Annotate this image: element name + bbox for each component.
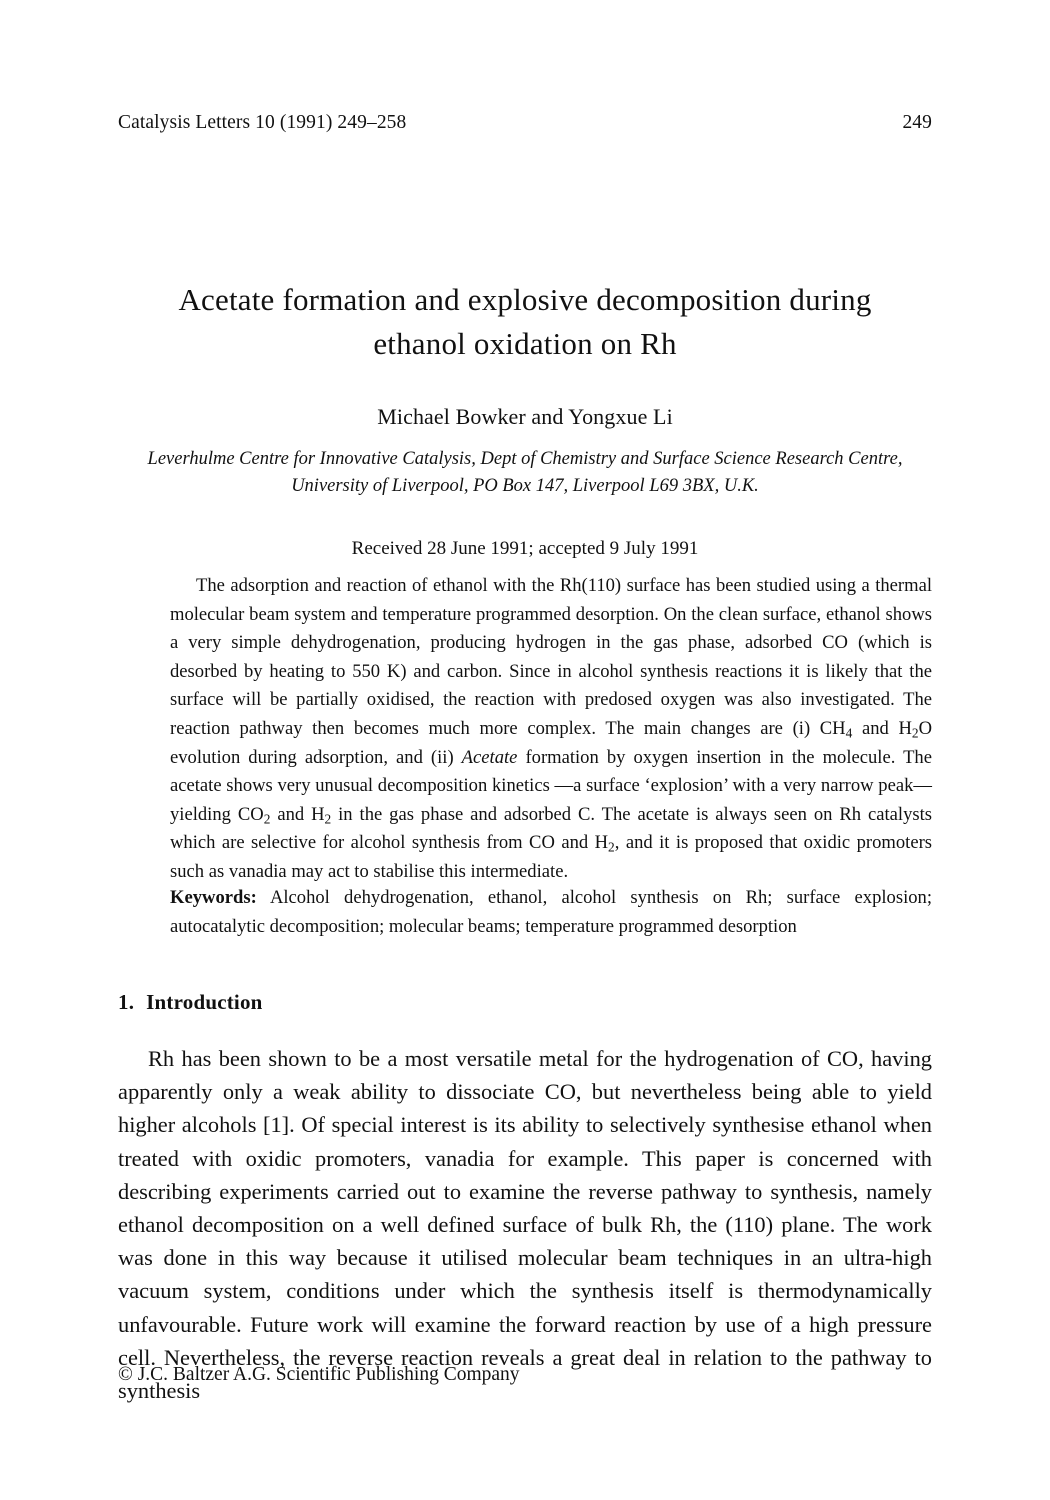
abstract-italic-acetate: Acetate bbox=[461, 746, 518, 768]
abstract-part-1: The adsorption and reaction of ethanol with the Rh(110) surface has been studied using a thermal molecular beam system and temperature programmed desorption. On the clean surface, ethanol shows a very simple dehydrogenation, producing hydrogen in the gas phase, adsorbed CO (which is desorbed by heating to 550 K) and carbon. Since in alcohol synthesis reactions it is likely that the surface will be partially oxidised, the reaction with predosed oxygen was also investigated. The reaction pathway then becomes much more complex. The main changes are (i) CH bbox=[170, 575, 932, 739]
abstract-part-5: and H bbox=[270, 803, 325, 825]
copyright-footer: © J.C. Baltzer A.G. Scientific Publishing Company bbox=[118, 1364, 520, 1385]
abstract-paragraph bbox=[170, 572, 932, 887]
keywords-label: Keywords: bbox=[170, 887, 257, 908]
abstract-sub-1: 4 bbox=[845, 725, 853, 741]
title-line-1: Acetate formation and explosive decomposition during bbox=[178, 282, 872, 317]
affiliation-line-1: Leverhulme Centre for Innovative Catalysis, Dept of Chemistry and Surface Science Research Centre, bbox=[147, 449, 903, 469]
abstract-sub-3: 2 bbox=[263, 811, 271, 827]
section-heading-introduction bbox=[118, 990, 263, 1015]
keywords-text: Alcohol dehydrogenation, ethanol, alcohol synthesis on Rh; surface explosion; autocatalytic decomposition; molecular beams; temperature programmed desorption bbox=[170, 887, 932, 937]
journal-citation-line: Catalysis Letters 10 (1991) 249–258 bbox=[118, 112, 407, 133]
keywords-paragraph bbox=[170, 884, 932, 941]
abstract-sub-5: 2 bbox=[608, 839, 615, 855]
introduction-paragraph: Rh has been shown to be a most versatile metal for the hydrogenation of CO, having apparently only a weak ability to dissociate CO, but nevertheless being able to yield higher alcohols [1]. Of special interest is its ability to selectively synthesise ethanol when treated with oxidic promoters, vanadia for example. This paper is concerned with describing experiments carried out to examine the reverse pathway to synthesis, namely ethanol decomposition on a well defined surface of bulk Rh, the (110) plane. The work was done in this way because it utilised molecular beam techniques in an ultra-high vacuum system, conditions under which the synthesis itself is thermodynamically unfavourable. Future work will examine the forward reaction by use of a high pressure cell. Nevertheless, the reverse reaction reveals a great deal in relation to the pathway to synthesis bbox=[118, 1046, 932, 1404]
abstract-sub-4: 2 bbox=[324, 811, 332, 827]
title-block bbox=[118, 278, 932, 562]
abstract bbox=[170, 572, 932, 887]
abstract-part-7: , and it is proposed that oxidic promoters such as vanadia may act to stabilise this intermediate. bbox=[170, 832, 933, 882]
abstract-part-3: O evolution during adsorption, and (ii) bbox=[170, 717, 932, 768]
affiliation bbox=[118, 446, 932, 500]
introduction-body bbox=[118, 1042, 932, 1407]
section-title: Introduction bbox=[146, 990, 263, 1014]
section-number: 1. bbox=[118, 990, 135, 1014]
abstract-part-4: formation by oxygen insertion in the molecule. The acetate shows very unusual decomposition kinetics —a surface ‘explosion’ with a very narrow peak—yielding CO bbox=[170, 746, 932, 825]
affiliation-line-2: University of Liverpool, PO Box 147, Liverpool L69 3BX, U.K. bbox=[291, 476, 759, 496]
author-list: Michael Bowker and Yongxue Li bbox=[377, 404, 673, 429]
abstract-part-6: in the gas phase and adsorbed C. The acetate is always seen on Rh catalysts which are selective for alcohol synthesis from CO and H bbox=[170, 803, 932, 854]
keywords-block bbox=[170, 884, 932, 941]
received-accepted-dates: Received 28 June 1991; accepted 9 July 1991 bbox=[351, 538, 699, 559]
abstract-part-2: and H bbox=[852, 717, 912, 739]
abstract-sub-2: 2 bbox=[911, 725, 919, 741]
page-title bbox=[118, 278, 932, 366]
page-number: 249 bbox=[902, 112, 932, 133]
title-line-2: ethanol oxidation on Rh bbox=[373, 326, 677, 361]
running-head bbox=[118, 112, 932, 134]
